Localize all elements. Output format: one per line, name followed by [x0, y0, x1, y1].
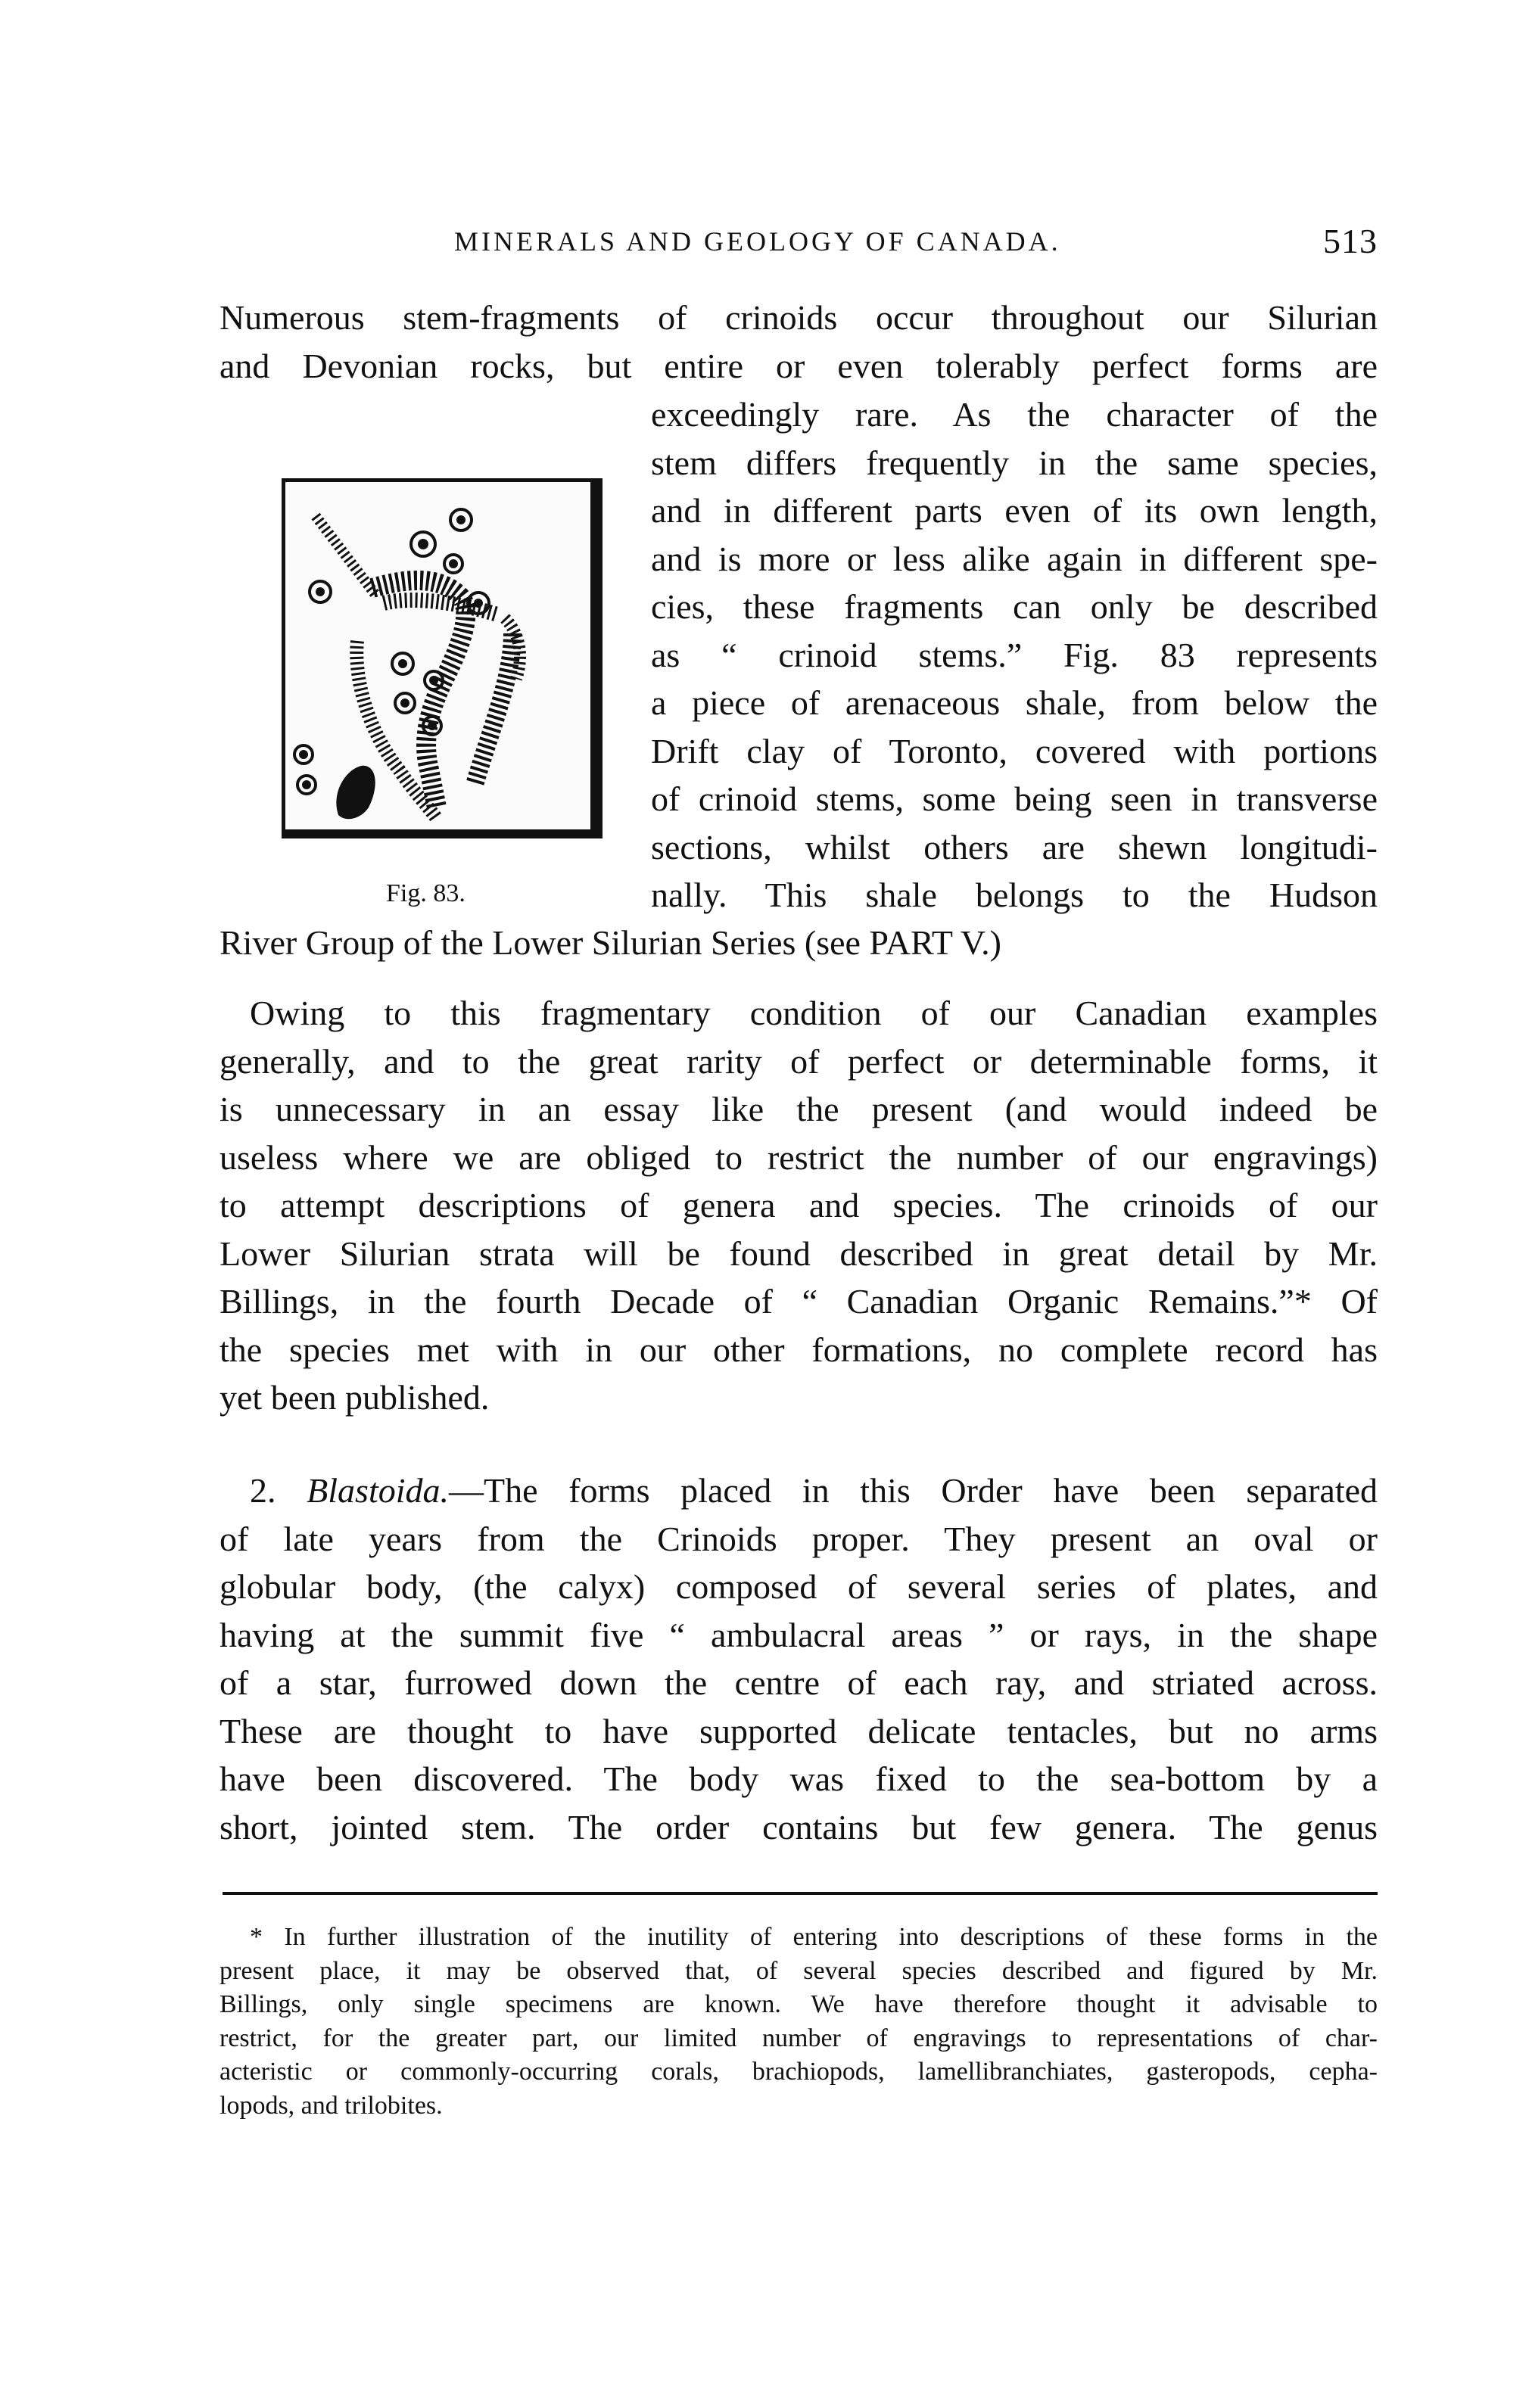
text-line: short, jointed stem. The order contains but few genera. The genus [220, 1807, 1378, 1846]
text-line: having at the summit five “ ambulacral areas ” or rays, in the shape [220, 1615, 1378, 1654]
text-line: stem differs frequently in the same species, [651, 443, 1378, 482]
order-term: Blastoida. [307, 1471, 450, 1510]
crinoid-stems-icon [285, 482, 590, 829]
footnote-line: Billings, only single specimens are known. We have therefore thought it advisable to [220, 1990, 1378, 2018]
paragraph-fragmentary-condition [220, 989, 1378, 1422]
text-line: yet been published. [220, 1378, 490, 1417]
text-line: of late years from the Crinoids proper. They present an oval or [220, 1519, 1378, 1558]
text-line: Drift clay of Toronto, covered with portions [651, 731, 1378, 770]
text-line: and Devonian rocks, but entire or even tolerably perfect forms are [220, 346, 1378, 385]
page-number: 513 [1323, 222, 1378, 260]
text-line: to attempt descriptions of genera and species. The crinoids of our [220, 1186, 1378, 1224]
text-line: have been discovered. The body was fixed to the sea-bottom by a [220, 1759, 1378, 1798]
figure-83 [282, 478, 603, 838]
text-line: as “ crinoid stems.” Fig. 83 represents [651, 635, 1378, 674]
text-line: Billings, in the fourth Decade of “ Canadian Organic Remains.”* Of [220, 1282, 1378, 1321]
paragraph-crinoids-intro [220, 294, 1378, 390]
text-line: is unnecessary in an essay like the present (and would indeed be [220, 1090, 1378, 1128]
text-line [220, 1467, 1378, 1515]
footnote-line: acteristic or commonly-occurring corals, brachiopods, lamellibranchiates, gasteropods, cepha- [220, 2058, 1378, 2086]
running-head [454, 222, 1378, 271]
text-line: cies, these fragments can only be described [651, 587, 1378, 626]
paragraph-blastoida [220, 1467, 1378, 1851]
text-fragment: —The forms placed in this Order have been separated [449, 1471, 1378, 1510]
footnote-line: * In further illustration of the inutility of entering into descriptions of these forms in the [250, 1923, 1378, 1951]
text-line: Lower Silurian strata will be found described in great detail by Mr. [220, 1234, 1378, 1273]
footnote-line: lopods, and trilobites. [220, 2091, 443, 2120]
text-line: These are thought to have supported delicate tentacles, but no arms [220, 1711, 1378, 1750]
footnote-rule [223, 1892, 1378, 1895]
text-line: generally, and to the great rarity of perfect or determinable forms, it [220, 1041, 1378, 1081]
text-line: sections, whilst others are shewn longitudi- [651, 827, 1378, 866]
text-line: a piece of arenaceous shale, from below the [651, 683, 1378, 722]
footnote-line: restrict, for the greater part, our limited number of engravings to representations of char- [220, 2024, 1378, 2052]
text-line: exceedingly rare. As the character of the [651, 395, 1378, 434]
running-title: MINERALS AND GEOLOGY OF CANADA. [454, 226, 1061, 257]
text-line: Owing to this fragmentary condition of our Canadian examples [250, 994, 1378, 1032]
text-line: globular body, (the calyx) composed of several series of plates, and [220, 1567, 1378, 1606]
text-line: and in different parts even of its own length, [651, 491, 1378, 530]
footnote [220, 1921, 1378, 2123]
text-line: and is more or less alike again in different spe- [651, 539, 1378, 578]
text-line: the species met with in our other formations, no complete record has [220, 1330, 1378, 1369]
text-line: Numerous stem-fragments of crinoids occur throughout our Silurian [220, 298, 1378, 337]
text-line: River Group of the Lower Silurian Series (see PART V.) [220, 923, 1001, 962]
text-line: useless where we are obliged to restrict the number of our engravings) [220, 1137, 1378, 1177]
footnote-line: present place, it may be observed that, of several species described and figured by Mr. [220, 1956, 1378, 1985]
text-line: of crinoid stems, some being seen in transverse [651, 779, 1378, 818]
paragraph-end-line [220, 919, 1378, 967]
section-number: 2. [250, 1471, 276, 1510]
wrapped-text [651, 390, 1378, 919]
figure-caption: Fig. 83. [386, 879, 466, 907]
text-line: of a star, furrowed down the centre of each ray, and striated across. [220, 1663, 1378, 1702]
text-line: nally. This shale belongs to the Hudson [651, 876, 1378, 914]
